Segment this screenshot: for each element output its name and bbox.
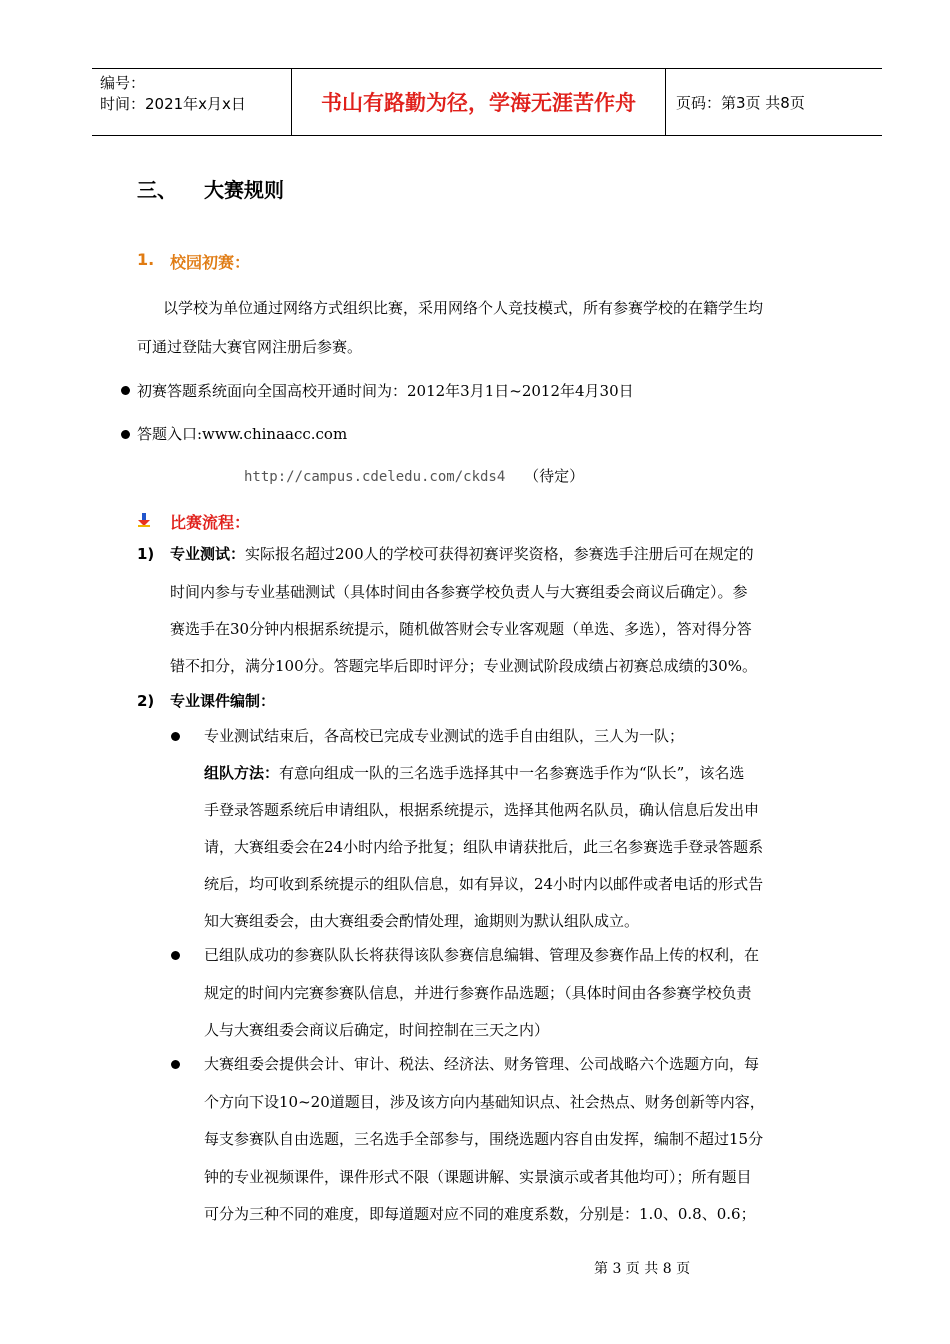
sub3-line-4: 钟的专业视频课件，课件形式不限（课题讲解、实景演示或者其他均可）；所有题目 <box>204 1168 752 1186</box>
sub3-line-3: 每支参赛队自由选题，三名选手全部参与，围绕选题内容自由发挥，编制不超过15分 <box>204 1130 764 1148</box>
subsection-number: 1. <box>137 250 155 269</box>
subsection-title: 校园初赛： <box>170 253 251 272</box>
sub3-line-1: 大赛组委会提供会计、审计、税法、经济法、财务管理、公司战略六个选题方向，每 <box>204 1055 760 1073</box>
sub1-line-4: 请，大赛组委会在24小时内给予批复；组队申请获批后，此三名参赛选手登录答题系 <box>204 838 764 856</box>
sub1-text: 有意向组成一队的三名选手选择其中一名参赛选手作为“队长”，该名选 <box>279 764 745 782</box>
bullet-dot-icon <box>171 951 180 960</box>
doc-number-label: 编号： <box>100 74 146 92</box>
page-header <box>92 68 882 136</box>
section-number: 三、 <box>137 178 177 202</box>
bullet-dot-icon <box>121 386 130 395</box>
doc-time-label: 时间：2021年x月x日 <box>100 95 246 113</box>
bullet-open-time: 初赛答题系统面向全国高校开通时间为：2012年3月1日~2012年4月30日 <box>137 382 634 400</box>
section-title: 大赛规则 <box>204 178 284 202</box>
sub3-line-2: 个方向下设10~20道题目，涉及该方向内基础知识点、社会热点、财务创新等内容， <box>204 1093 765 1111</box>
colorful-arrow-icon <box>137 512 151 526</box>
item1-line-4: 错不扣分，满分100分。答题完毕后即时评分；专业测试阶段成绩占初赛总成绩的30%。 <box>170 657 757 675</box>
sub1-line-5: 统后，均可收到系统提示的组队信息，如有异议，24小时内以邮件或者电话的形式告 <box>204 875 764 893</box>
bullet-dot-icon <box>121 430 130 439</box>
item1-number: 1) <box>137 545 155 563</box>
item1-line-2: 时间内参与专业基础测试（具体时间由各参赛学校负责人与大赛组委会商议后确定）。参 <box>170 583 748 601</box>
bullet-entry: 答题入口:www.chinaacc.com <box>137 425 348 443</box>
intro-line-2: 可通过登陆大赛官网注册后参赛。 <box>137 338 363 356</box>
sub1-line-1: 专业测试结束后，各高校已完成专业测试的选手自由组队，三人为一队； <box>204 727 685 745</box>
sub2-line-2: 规定的时间内完赛参赛队信息，并进行参赛作品选题；（具体时间由各参赛学校负责 <box>204 984 752 1002</box>
bullet-url-row <box>244 466 584 487</box>
item2-label: 专业课件编制： <box>170 692 276 710</box>
page-footer: 第 3 页 共 8 页 <box>594 1261 691 1277</box>
sub2-line-1: 已组队成功的参赛队队长将获得该队参赛信息编辑、管理及参赛作品上传的权利，在 <box>204 946 760 964</box>
process-title: 比赛流程： <box>170 513 251 532</box>
header-motto: 书山有路勤为径，学海无涯苦作舟 <box>292 69 666 135</box>
header-page-label: 页码：第3页 共8页 <box>676 93 805 112</box>
item1-text: 实际报名超过200人的学校可获得初赛评奖资格，参赛选手注册后可在规定的 <box>245 545 754 563</box>
sub1-line-2 <box>204 763 744 783</box>
sub2-line-3: 人与大赛组委会商议后确定，时间控制在三天之内） <box>204 1021 550 1039</box>
sub3-line-5: 可分为三种不同的难度，即每道题对应不同的难度系数，分别是：1.0、0.8、0.6； <box>204 1205 756 1223</box>
url-pending-note: （待定） <box>524 467 585 485</box>
bullet-dot-icon <box>171 732 180 741</box>
item1-line-1 <box>170 544 754 564</box>
item1-line-3: 赛选手在30分钟内根据系统提示，随机做答财会专业客观题（单选、多选），答对得分答 <box>170 620 752 638</box>
sub1-line-6: 知大赛组委会，由大赛组委会酌情处理，逾期则为默认组队成立。 <box>204 912 640 930</box>
sub1-label: 组队方法： <box>204 764 280 782</box>
header-info <box>92 69 292 135</box>
intro-line-1: 以学校为单位通过网络方式组织比赛，采用网络个人竞技模式，所有参赛学校的在籍学生均 <box>163 299 764 317</box>
campus-url-link[interactable]: http://campus.cdeledu.com/ckds4 <box>244 469 506 485</box>
bullet-dot-icon <box>171 1060 180 1069</box>
item1-label: 专业测试： <box>170 545 246 563</box>
item2-number: 2) <box>137 692 155 710</box>
sub1-line-3: 手登录答题系统后申请组队，根据系统提示，选择其他两名队员，确认信息后发出申 <box>204 801 760 819</box>
